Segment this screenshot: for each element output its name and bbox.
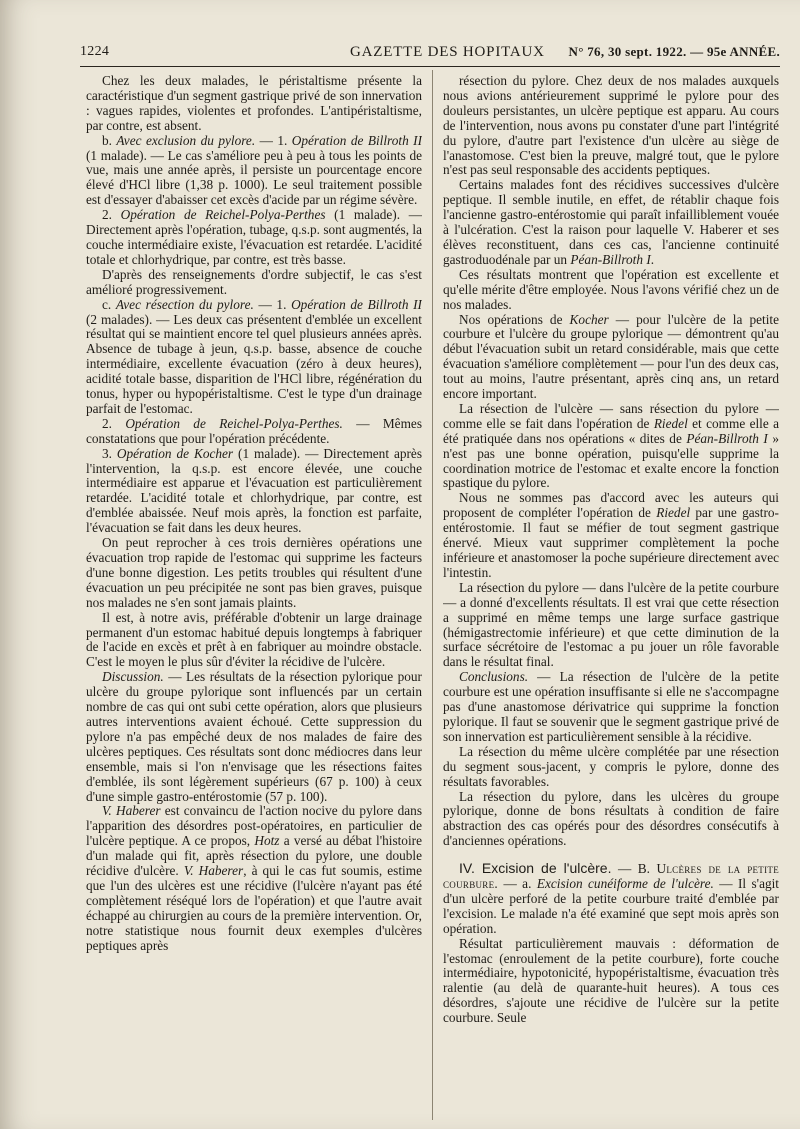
text-run: b. (102, 132, 117, 148)
italic-text: Kocher (569, 311, 609, 327)
text-run: 3. (102, 445, 117, 461)
text-run: — Il s'agit d'un ulcère perforé de la petite courbure traité d'emblée par l'excision. Le malade n'a été examiné que sept mois après son opération. (443, 876, 779, 936)
text-run: La résection de l'ulcère — sans résection du pylore — comme elle se fait dans l'opération de (443, 400, 779, 431)
text-run: Résultat particulièrement mauvais : déformation de l'estomac (enroulement de la petite courbure), forte couche intermédiaire, hypotonicité, hypopéristaltisme, évacuation très ralentie (au delà de quarante-huit heures). A tous ces désordres, s'ajoute une récidive de l'ulcère sur la petite courbure. Seule (443, 935, 779, 1026)
text-run: Chez les deux malades, le péristaltisme présente la caractéristique d'un segment gastrique privé de son innervation : vagues rapides, violentes et profondes. L'antipéristaltisme, par contre, est absent. (86, 74, 422, 133)
paragraph (443, 745, 779, 790)
right-column (443, 74, 779, 1124)
text-run: . (650, 251, 655, 267)
paragraph (443, 491, 779, 580)
text-run: c. (102, 296, 116, 312)
text-run: Nous ne sommes pas d'accord avec les auteurs qui proposent de compléter l'opération de (443, 490, 779, 521)
paragraph (86, 670, 422, 804)
italic-text: Conclusions. (459, 669, 529, 685)
text-run: — 1. (255, 132, 292, 148)
italic-text: Riedel (653, 415, 688, 431)
text-run: — B. (611, 861, 657, 877)
italic-text: Discussion. (102, 669, 164, 685)
text-run: résection du pylore. Chez deux de nos malades auxquels nous avions antérieurement supprimé le pylore pour des douleurs persistantes, un ulcère peptique est apparu. Au cours de l'intervention, nous avons pu constater d'une part l'intégrité du pylore, d'autre part l'existence d'un ulcère au siège de l'anastomose. C'est bien la preuve, malgré tout, que le pylore n'est pas seul responsable des accidents peptiques. (443, 74, 779, 178)
text-run: La résection du même ulcère complétée par une résection du segment sous-jacent, y compris le pylore, donne des résultats favorables. (443, 743, 779, 789)
text-run: (1 malade). — Directement après l'intervention, la q.s.p. est encore élevée, une couche intermédiaire est apparue et l'évacuation est particulièrement retardée. L'acidité totale et chlorhydrique, par contre, est d'emblée abaissée. Neuf mois après, la fonction est parfaite, l'évacuation se fait dans les deux heures. (86, 445, 422, 536)
text-run: (1 malade). — Directement après l'opération, tubage, q.s.p. sont augmentés, la couche intermédiaire existe, l'évacuation est retardée. L'acidité totale et chlorhydrique, par contre, est très basse. (86, 207, 422, 267)
paragraph (86, 268, 422, 298)
paragraph (86, 417, 422, 447)
italic-text: Hotz (254, 833, 280, 849)
italic-text: Péan-Billroth I (570, 251, 651, 267)
text-run: et comme elle a été pratiquée dans nos opérations « dites de (443, 415, 779, 446)
text-run: D'après des renseignements d'ordre subjectif, le cas s'est amélioré progressivement. (86, 266, 422, 297)
text-run: — pour l'ulcère de la petite courbure et l'ulcère du groupe pylorique — démontrent qu'au début l'évacuation subit un retard considérable, mais que cette évacuation s'améliore complètement — pour l'un des deux cas, tout au moins, l'autre présentant, après cinq ans, un retard encore important. (443, 311, 779, 402)
text-run: (1 malade). — Le cas s'améliore peu à peu à tous les points de vue, mais une année après, il persiste un pourcentage encore élevé d'HCl libre (1,38 p. 1000). Le seul traitement possible est d'essayer d'abaisser cet excès d'acide par un régime sévère. (86, 147, 422, 208)
text-run: La résection du pylore, dans les ulcères du groupe pylorique, donne de bons résultats à condition de faire abstraction des cas opérés pour des désordres consécutifs à d'anciennes opérations. (443, 788, 779, 849)
paragraph (86, 804, 422, 953)
paragraph (86, 298, 422, 417)
paragraph (443, 670, 779, 745)
text-run: — Les résultats de la résection pylorique pour ulcère du groupe pylorique sont influencés par un certain nombre de cas qui ont subi cette opération, alors que plusieurs autres interventions avaient échoué. Cette suppression du pylore n'a pas empêché deux de nos malades de faire des ulcères peptiques. Ces résultats sont donc médiocres dans leur ensemble, mais si l'on n'envisage que les résections faites d'emblée, ils sont légèrement supérieurs (67 p. 100) à ceux d'une simple gastro-entérostomie (57 p. 100). (86, 669, 422, 804)
text-run: Ulcères de la petite courbure. (443, 861, 779, 892)
paragraph (443, 861, 779, 937)
paragraph (86, 208, 422, 268)
text-run: — La résection de l'ulcère de la petite courbure est une opération insuffisante si elle ne s'accompagne pas d'une anastomose dérivatrice qui supprime la fonction pylorique. Il faut se souvenir que le segment gastrique privé de son innervation est particulièrement sensible à la récidive. (443, 669, 779, 744)
text-run: La résection du pylore — dans l'ulcère de la petite courbure — a donné d'excellents résultats. Il est vrai que cette résection a supprimé en même temps une large surface gastrique (hémigastrectomie inférieure) et que cette diminution de la surface sécrétoire de l'estomac a pu jouer un rôle favorable dans le résultat final. (443, 579, 779, 670)
text-run: — 1. (253, 296, 292, 312)
section-heading: IV. Excision de l'ulcère. (459, 860, 612, 877)
paragraph (443, 74, 779, 178)
text-run: 2. (102, 415, 126, 431)
journal-title: GAZETTE DES HOPITAUX (350, 44, 545, 60)
text-run: Ces résultats montrent que l'opération est excellente et qu'elle mérite d'être employée. Nous l'avons vérifié chez un de nos malades. (443, 266, 779, 312)
left-column (86, 74, 422, 1124)
paragraph (443, 937, 779, 1026)
paragraph (443, 790, 779, 850)
header-rule (80, 66, 780, 67)
text-run: par une gastro-entérostomie. Il faut se méfier de tout segment gastrique énervé. Mieux vaut supprimer complètement la poche inférieure et anastomoser la poche supérieure directement avec l'intestin. (443, 505, 779, 580)
paragraph (443, 313, 779, 402)
paragraph (443, 402, 779, 491)
italic-text: Avec exclusion du pylore. (116, 132, 256, 148)
paragraph (86, 611, 422, 671)
italic-text: Opération de Reichel-Polya-Perthes (120, 207, 326, 223)
text-run: » n'est pas une bonne opération, puisqu'elle supprime la coordination motrice de l'estomac et exalte encore la fonction spastique du pylore. (443, 430, 779, 491)
paragraph (86, 536, 422, 611)
paragraph (443, 178, 779, 267)
italic-text: Opération de Reichel-Polya-Perthes. (125, 415, 343, 431)
text-run: , à qui le cas fut soumis, estime que l'un des ulcères est une récidive (l'ulcère n'ayant pas été complètement réséqué lors de l'opération) et que l'autre avait échappé au chirurgien au cours de la première intervention. Or, notre statistique nous fournit deux exemples d'ulcères peptiques après (86, 863, 422, 953)
italic-text: Avec résection du pylore. (115, 296, 254, 312)
paragraph (86, 134, 422, 209)
issue-info: N° 76, 30 sept. 1922. — 95e ANNÉE. (568, 44, 780, 59)
text-run: — Mêmes constatations que pour l'opération précédente. (86, 415, 422, 446)
page-number: 1224 (80, 44, 110, 59)
italic-text: V. Haberer (183, 863, 244, 879)
text-run: Nos opérations de (459, 311, 570, 327)
text-run: a versé au débat l'histoire d'un malade qui fit, après résection du pylore, une double récidive d'ulcère. (86, 833, 422, 879)
italic-text: V. Haberer (102, 803, 161, 819)
text-run: On peut reprocher à ces trois dernières opérations une évacuation trop rapide de l'estomac qui supprime les facteurs d'une bonne digestion. Les petits troubles qui résultent d'une évacuation un peu précipitée ne sont pas bien graves, puisque nos malades ne s'en sont jamais plaints. (86, 535, 422, 610)
text-run: Certains malades font des récidives successives d'ulcère peptique. Il semble inutile, en effet, de rétablir chaque fois l'ancienne gastro-entérostomie qui paraît infailliblement vouée à l'ulcération. C'est la raison pour laquelle V. Haberer et ses élèves reconstituent, dans ces cas, l'ancienne continuité gastroduodénale par un (443, 177, 779, 267)
column-divider (432, 70, 433, 1120)
text-run: 2. (102, 207, 121, 223)
paragraph (86, 74, 422, 134)
text-run: Il est, à notre avis, préférable d'obtenir un large drainage permanent d'un estomac habitué depuis longtemps à fabriquer de l'acide en excès et prêt à en fabriquer au moindre obstacle. C'est le moyen le plus sûr d'éviter la récidive de l'ulcère. (86, 609, 422, 670)
text-run: est convaincu de l'action nocive du pylore dans l'apparition des désordres post-opératoires, en particulier de l'ulcère peptique. A ce propos, (86, 803, 422, 849)
italic-text: Opération de Billroth II (291, 296, 422, 312)
page-header (80, 44, 780, 66)
text-run: (2 malades). — Les deux cas présentent d'emblée un excellent résultat qui se maintient encore tel quel plusieurs années après. Absence de tubage à jeun, q.s.p. basse, absence de couche intermédiaire, excellente évacuation (zéro à deux heures), acidité totale basse, disparition de l'HCl libre, régénération du tonus, hyper ou hypopéristaltisme. C'est le type d'un drainage parfait de l'estomac. (86, 311, 422, 416)
text-run: — a. (498, 876, 537, 892)
paragraph (443, 268, 779, 313)
italic-text: Opération de Billroth II (291, 132, 422, 148)
italic-text: Riedel (656, 505, 691, 521)
paragraph (443, 581, 779, 670)
italic-text: Péan-Billroth I (686, 430, 768, 446)
paragraph (86, 447, 422, 536)
italic-text: Opération de Kocher (116, 445, 234, 461)
italic-text: Excision cunéiforme de l'ulcère. (536, 876, 714, 892)
